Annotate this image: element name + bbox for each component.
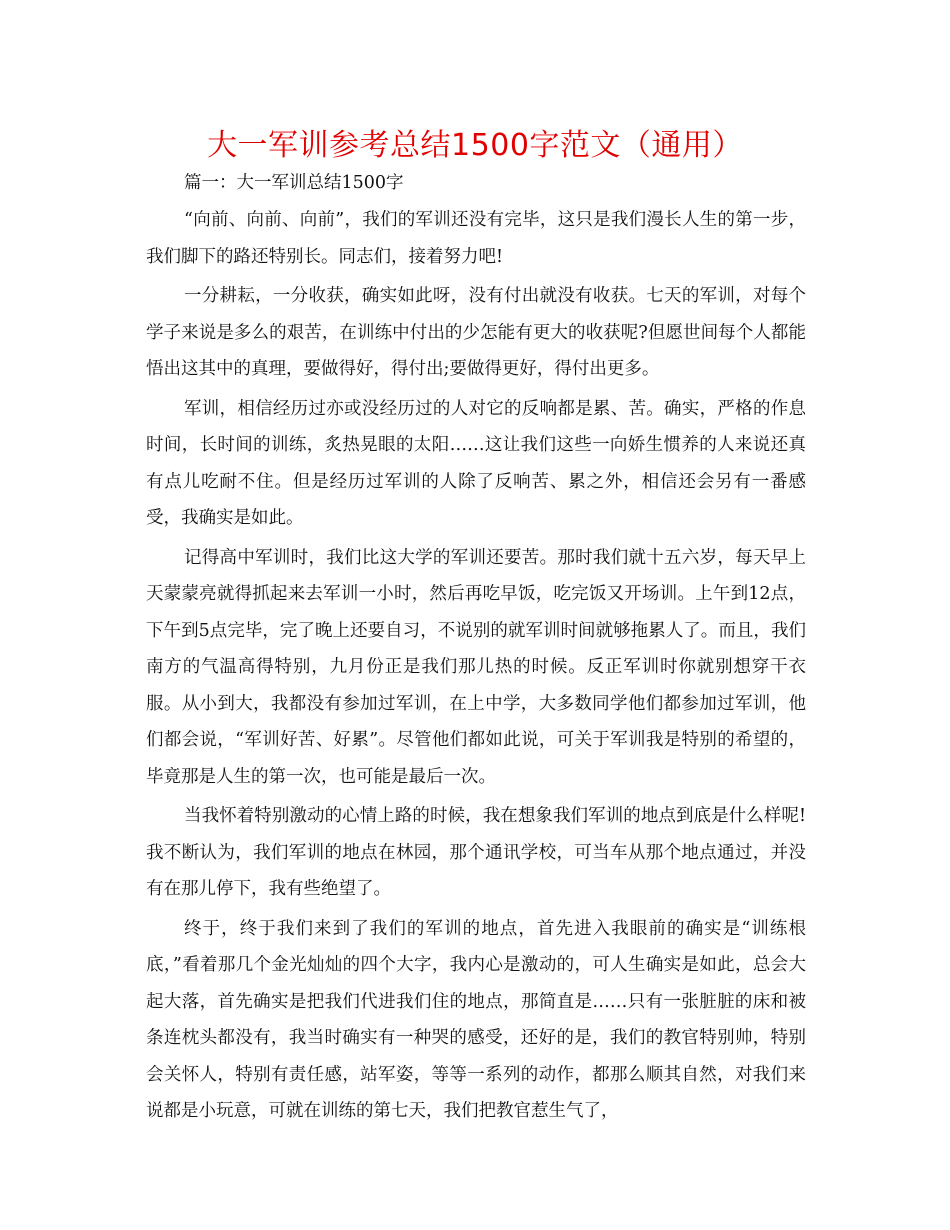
paragraph-5: 当我怀着特别激动的心情上路的时候，我在想象我们军训的地点到底是什么样呢!我不断认为，我们军训的地点在林园，那个通讯学校，可当车从那个地点通过，并没有在那儿停下，我有些绝望了。 xyxy=(146,806,806,899)
paragraph-4: 记得高中军训时，我们比这大学的军训还要苦。那时我们就十五六岁，每天早上天蒙蒙亮就得抓起来去军训一小时，然后再吃早饭，吃完饭又开场训。上午到12点，下午到5点完毕，完了晚上还要自习，不说别的就军训时间就够拖累人了。而且，我们南方的气温高得特别，九月份正是我们那儿热的时候。反正军训时你就别想穿干衣服。从小到大，我都没有参加过军训，在上中学，大多数同学他们都参加过军训，他们都会说，“军训好苦、好累”。尽管他们都如此说，可关于军训我是特别的希望的，毕竟那是人生的第一次，也可能是最后一次。 xyxy=(146,547,806,787)
paragraph-6: 终于，终于我们来到了我们的军训的地点，首先进入我眼前的确实是“训练根底，”看着那几个金光灿灿的四个大字，我内心是激动的，可人生确实是如此，总会大起大落，首先确实是把我们代进我们住的地点，那简直是……只有一张脏脏的床和被条连枕头都没有，我当时确实有一种哭的感受，还好的是，我们的教官特别帅，特别会关怀人，特别有责任感，站军姿，等等一系列的动作，都那么顺其自然，对我们来说都是小玩意，可就在训练的第七天，我们把教官惹生气了， xyxy=(146,918,806,1121)
section-heading: 篇一：大一军训总结1500字 xyxy=(184,173,404,193)
paragraph-3: 军训，相信经历过亦或没经历过的人对它的反响都是累、苦。确实，严格的作息时间，长时间的训练，炙热晃眼的太阳……这让我们这些一向娇生惯养的人来说还真有点儿吃耐不住。但是经历过军训的人除了反响苦、累之外，相信还会另有一番感受，我确实是如此。 xyxy=(146,398,806,528)
paragraph-1: “向前、向前、向前”，我们的军训还没有完毕，这只是我们漫长人生的第一步，我们脚下的路还特别长。同志们，接着努力吧! xyxy=(146,210,806,267)
document-body xyxy=(146,170,806,1133)
paragraph-2: 一分耕耘，一分收获，确实如此呀，没有付出就没有收获。七天的军训，对每个学子来说是多么的艰苦，在训练中付出的少怎能有更大的收获呢?但愿世间每个人都能悟出这其中的真理，要做得好，得付出;要做得更好，得付出更多。 xyxy=(146,286,806,379)
document-title: 大一军训参考总结1500字范文（通用） xyxy=(207,128,743,163)
